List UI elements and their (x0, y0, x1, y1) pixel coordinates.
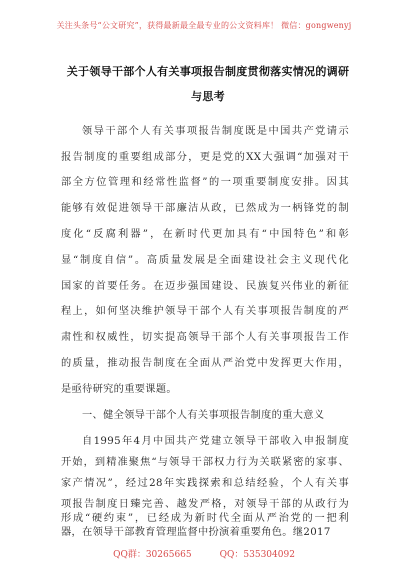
body-line: 的质量，推动报告制度在全面从严治党中发挥更大作用， (61, 358, 349, 369)
body-line: 报告制度的重要组成部分，更是党的XX大强调“加强对干 (61, 152, 349, 163)
body-line: 肃性和权威性，切实提高领导干部个人有关事项报告工作 (61, 332, 349, 343)
body-line: 是亟待研究的重要课题。 (61, 384, 177, 395)
footer-qq: QQ：535304092 (219, 550, 295, 560)
body-line: 程上，如何坚决维护领导干部个人有关事项报告制度的严 (61, 306, 349, 317)
footer-qq-group: QQ群：30265665 (113, 550, 192, 560)
section-line: 家产情况”，经过28年实践探索和总结经验，个人有关事 (61, 478, 349, 489)
section-line: 项报告制度日臻完善、越发严格，对领导干部的从政行为 (61, 499, 349, 510)
footer-contact (0, 547, 408, 560)
document-title-line-1: 关于领导干部个人有关事项报告制度贯彻落实情况的调研 (66, 65, 350, 78)
body-line: 显“制度自信”。高质量发展是全面建设社会主义现代化 (61, 255, 349, 266)
body-line: 领导干部个人有关事项报告制度既是中国共产党请示 (82, 126, 349, 137)
section-line: 开始，到精准聚焦“与领导干部权力行为关联紧密的家事、 (61, 457, 349, 468)
body-line: 国家的首要任务。在迈步强国建设、民族复兴伟业的新征 (61, 281, 349, 292)
body-line: 部全方位管理和经常性监督”的一项重要制度安排。因其 (61, 177, 349, 188)
section-line: 形成“硬约束”，已经成为新时代全面从严治党的一把利 (61, 513, 349, 524)
top-banner: 关注头条号“公文研究”，获得最新最全最专业的公文资料库！ 微信：gongwenyj (56, 21, 352, 30)
body-line: 能够有效促进领导干部廉洁从政，已然成为一柄锋党的制 (61, 203, 349, 214)
body-line: 度化“反腐利器”，在新时代更加具有“中国特色”和彰 (61, 229, 349, 240)
section-heading: 一、健全领导干部个人有关事项报告制度的重大意义 (82, 410, 325, 421)
document-title-line-2: 与思考 (191, 90, 225, 103)
section-line: 器，在领导干部教育管理监督中扮演着重要角色。继2017 (61, 527, 331, 538)
section-line: 自1995年4月中国共产党建立领导干部收入申报制度 (82, 436, 349, 447)
